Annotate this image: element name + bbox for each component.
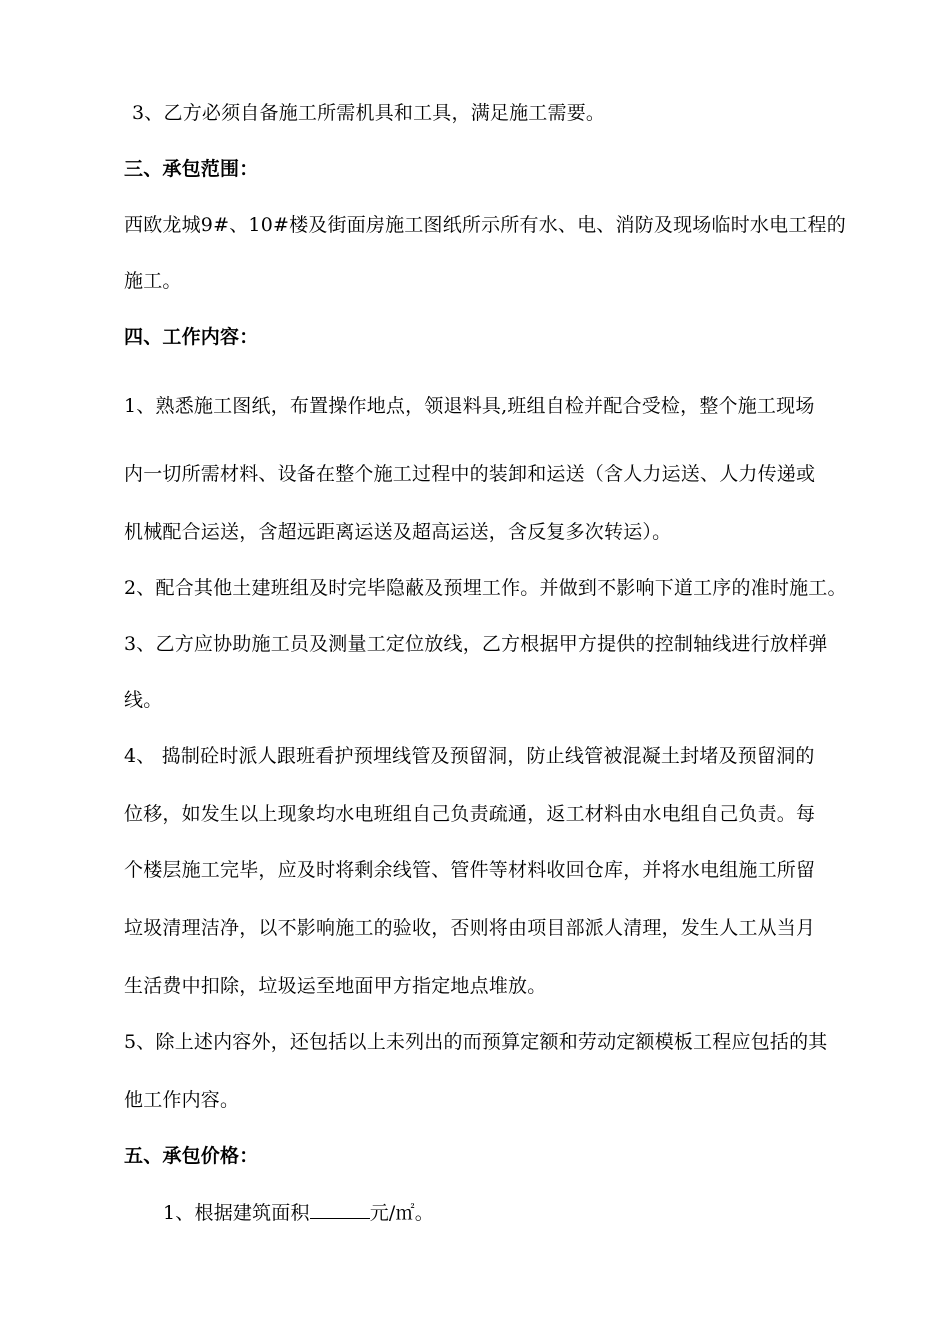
line-4: 施工。 [124, 270, 182, 292]
price-line-prefix: 1、根据建筑面积 [163, 1202, 310, 1224]
line-6: 1、熟悉施工图纸，布置操作地点，领退料具,班组自检并配合受检，整个施工现场 [124, 395, 815, 417]
line-12: 4、 捣制砼时派人跟班看护预埋线管及预留洞，防止线管被混凝土封堵及预留洞的 [124, 745, 815, 767]
line-7: 内一切所需材料、设备在整个施工过程中的装卸和运送（含人力运送、人力传递或 [124, 463, 816, 485]
line-9: 2、配合其他土建班组及时完毕隐蔽及预埋工作。并做到不影响下道工序的准时施工。 [124, 577, 847, 599]
line-3: 西欧龙城9#、10#楼及街面房施工图纸所示所有水、电、消防及现场临时水电工程的 [124, 214, 846, 236]
line-11: 线。 [124, 689, 163, 711]
section-heading-work: 四、工作内容： [124, 326, 259, 348]
line-17: 5、除上述内容外，还包括以上未列出的而预算定额和劳动定额模板工程应包括的其 [124, 1031, 828, 1053]
line-14: 个楼层施工完毕，应及时将剩余线管、管件等材料收回仓库，并将水电组施工所留 [124, 859, 816, 881]
section-heading-price: 五、承包价格： [124, 1145, 259, 1167]
line-10: 3、乙方应协助施工员及测量工定位放线，乙方根据甲方提供的控制轴线进行放样弹 [124, 633, 828, 655]
line-16: 生活费中扣除，垃圾运至地面甲方指定地点堆放。 [124, 975, 547, 997]
line-1: 3、乙方必须自备施工所需机具和工具，满足施工需要。 [132, 102, 606, 124]
line-13: 位移，如发生以上现象均水电班组自己负责疏通，返工材料由水电组自己负责。每 [124, 803, 816, 825]
section-heading-scope: 三、承包范围： [124, 158, 259, 180]
price-blank-field [310, 1200, 370, 1219]
line-8: 机械配合运送，含超远距离运送及超高运送，含反复多次转运）。 [124, 521, 672, 543]
line-15: 垃圾清理洁净，以不影响施工的验收，否则将由项目部派人清理，发生人工从当月 [124, 917, 816, 939]
line-18: 他工作内容。 [124, 1089, 240, 1111]
price-line-suffix: 元/㎡。 [369, 1202, 434, 1224]
price-line [163, 1200, 434, 1225]
